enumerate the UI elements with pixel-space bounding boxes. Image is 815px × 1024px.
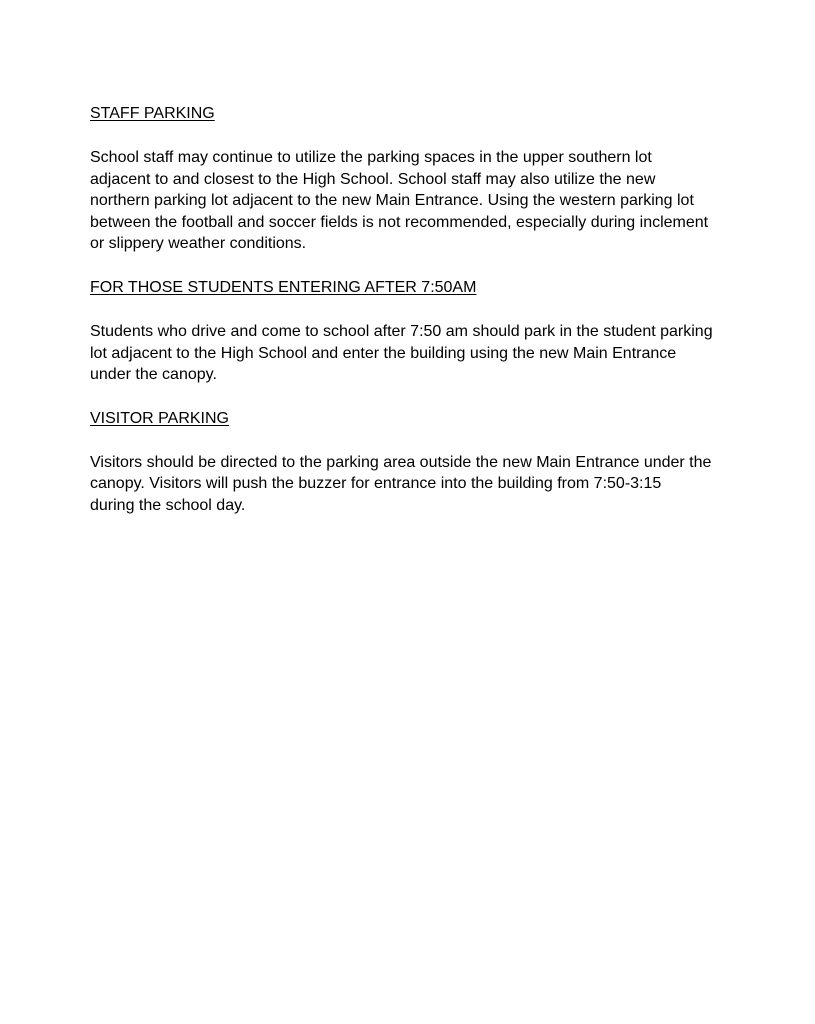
section-paragraph: School staff may continue to utilize the parking spaces in the upper southern lot adjacent to and closest to the High School. School staff may also utilize the new northern parking lot adjacent to the new Main Entrance. Using the western parking lot between the football and soccer fields is not recommended, especially during inclement or slippery weather conditions. — [90, 149, 709, 253]
section-students-after-750 — [90, 277, 735, 386]
section-staff-parking — [90, 103, 735, 255]
section-heading: FOR THOSE STUDENTS ENTERING AFTER 7:50AM — [90, 278, 477, 296]
section-heading: VISITOR PARKING — [90, 409, 229, 427]
section-paragraph: Visitors should be directed to the parking area outside the new Main Entrance under the canopy. Visitors will push the buzzer for entrance into the building from 7:50-3:15 during the school day. — [90, 453, 712, 514]
section-visitor-parking — [90, 408, 735, 517]
section-heading: STAFF PARKING — [90, 105, 215, 122]
section-paragraph: Students who drive and come to school after 7:50 am should park in the student parking lot adjacent to the High School and enter the building using the new Main Entrance under the canopy. — [90, 322, 713, 384]
